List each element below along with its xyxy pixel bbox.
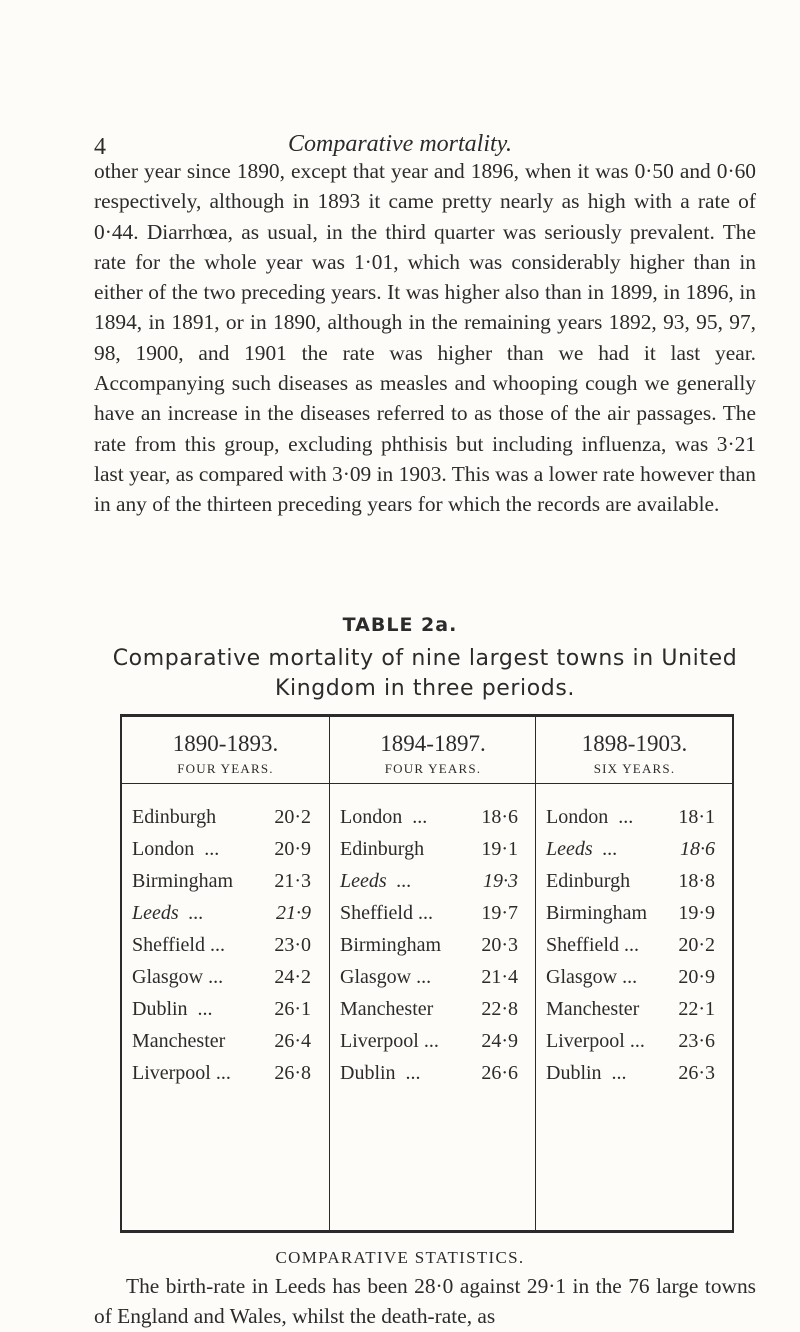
- table-row: [330, 929, 536, 961]
- death-rate: 20·2: [678, 934, 715, 956]
- town-name: Manchester: [340, 998, 434, 1020]
- death-rate: 19·9: [678, 902, 715, 924]
- body-paragraph-2: The birth-rate in Leeds has been 28·0 against 29·1 in the 76 large towns of England and Wales, whilst the death-rate, as: [94, 1274, 756, 1329]
- table-row-leeds: [122, 897, 329, 929]
- table-row: [122, 801, 329, 833]
- table-row: [122, 993, 329, 1025]
- town-name: Liverpool ...: [132, 1062, 231, 1084]
- section-heading: COMPARATIVE STATISTICS.: [275, 1248, 525, 1267]
- table-row: [536, 961, 733, 993]
- column-period: 1894-1897.: [380, 731, 486, 756]
- town-name: Birmingham: [132, 870, 234, 892]
- death-rate: 24·2: [274, 966, 311, 988]
- table-row: [536, 1057, 733, 1089]
- table-row: [330, 897, 536, 929]
- death-rate: 18·1: [678, 806, 715, 828]
- table-row: [536, 801, 733, 833]
- column-rows: [330, 801, 536, 1089]
- table-row: [330, 993, 536, 1025]
- table-row: [122, 929, 329, 961]
- death-rate: 18·6: [680, 838, 715, 860]
- table-row-leeds: [536, 833, 733, 865]
- table-column-1898-1903: [535, 717, 733, 1230]
- table-row: [536, 865, 733, 897]
- death-rate: 21·3: [274, 870, 311, 892]
- death-rate: 20·9: [274, 838, 311, 860]
- body-paragraph-1: other year since 1890, except that year and 1896, when it was 0·50 and 0·60 respectively, although in 1893 it came pretty nearly as high with a rate of 0·44. Diarrhœa, as usual, in the third quarter was seriously prevalent. The rate for the whole year was 1·01, which was considerably higher than in either of the two preceding years. It was higher also than in 1899, in 1896, in 1894, in 1891, or in 1890, although in the remaining years 1892, 93, 95, 97, 98, 1900, and 1901 the rate was higher than we had it last year. Accompanying such diseases as measles and whooping cough we generally have an increase in the diseases referred to as those of the air passages. The rate from this group, excluding phthisis but including influenza, was 3·21 last year, as compared with 3·09 in 1903. This was a lower rate however than in any of the thirteen preceding years for which the records are available.: [94, 159, 756, 517]
- death-rate: 20·9: [678, 966, 715, 988]
- death-rate: 24·9: [481, 1030, 518, 1052]
- column-rows: [536, 801, 733, 1089]
- town-name: Dublin ...: [546, 1062, 627, 1084]
- town-name: Leeds ...: [132, 902, 204, 924]
- town-name: Manchester: [546, 998, 640, 1020]
- death-rate: 26·3: [678, 1062, 715, 1084]
- death-rate: 26·6: [481, 1062, 518, 1084]
- table-row: [330, 801, 536, 833]
- town-name: Dublin ...: [132, 998, 213, 1020]
- death-rate: 18·8: [678, 870, 715, 892]
- death-rate: 18·6: [481, 806, 518, 828]
- death-rate: 20·3: [481, 934, 518, 956]
- town-name: Edinburgh: [132, 806, 217, 828]
- column-period: 1890-1893.: [172, 731, 279, 756]
- table-row: [122, 865, 329, 897]
- death-rate: 22·1: [678, 998, 715, 1020]
- column-header: [536, 717, 733, 783]
- mortality-table: [120, 714, 734, 1233]
- town-name: Dublin ...: [340, 1062, 421, 1084]
- death-rate: 23·0: [274, 934, 311, 956]
- town-name: Birmingham: [546, 902, 648, 924]
- town-name: Sheffield ...: [546, 934, 639, 956]
- town-name: London ...: [546, 806, 634, 828]
- town-name: Manchester: [132, 1030, 226, 1052]
- town-name: Edinburgh: [340, 838, 425, 860]
- death-rate: 21·9: [276, 902, 311, 924]
- table-row: [122, 1057, 329, 1089]
- table-column-1890-1893: [122, 717, 329, 1230]
- town-name: Edinburgh: [546, 870, 631, 892]
- column-header: [122, 717, 329, 783]
- column-years: FOUR YEARS.: [384, 761, 482, 776]
- town-name: London ...: [340, 806, 428, 828]
- town-name: Leeds ...: [546, 838, 618, 860]
- death-rate: 26·1: [274, 998, 311, 1020]
- town-name: Liverpool ...: [340, 1030, 439, 1052]
- table-row-leeds: [330, 865, 536, 897]
- town-name: Glasgow ...: [546, 966, 638, 988]
- table-column-1894-1897: [329, 717, 536, 1230]
- town-name: Birmingham: [340, 934, 442, 956]
- death-rate: 23·6: [678, 1030, 715, 1052]
- running-title: Comparative mortality.: [288, 131, 512, 157]
- town-name: Sheffield ...: [340, 902, 433, 924]
- column-rows: [122, 801, 329, 1089]
- death-rate: 26·8: [274, 1062, 311, 1084]
- town-name: Sheffield ...: [132, 934, 225, 956]
- town-name: Leeds ...: [340, 870, 412, 892]
- table-row: [330, 1057, 536, 1089]
- table-row: [536, 929, 733, 961]
- death-rate: 19·7: [481, 902, 518, 924]
- town-name: Liverpool ...: [546, 1030, 645, 1052]
- table-row: [330, 961, 536, 993]
- table-row: [122, 961, 329, 993]
- town-name: Glasgow ...: [340, 966, 432, 988]
- town-name: London ...: [132, 838, 220, 860]
- table-label: TABLE 2a.: [342, 614, 458, 636]
- death-rate: 21·4: [481, 966, 518, 988]
- column-years: SIX YEARS.: [593, 761, 676, 776]
- page-number: 4: [94, 134, 106, 160]
- death-rate: 19·3: [483, 870, 518, 892]
- death-rate: 26·4: [274, 1030, 311, 1052]
- death-rate: 22·8: [481, 998, 518, 1020]
- table-caption: Comparative mortality of nine largest towns in United Kingdom in three periods.: [112, 646, 738, 701]
- table-row: [330, 833, 536, 865]
- table-row: [122, 833, 329, 865]
- table-row: [536, 993, 733, 1025]
- table-row: [330, 1025, 536, 1057]
- table-row: [536, 1025, 733, 1057]
- column-years: FOUR YEARS.: [177, 761, 274, 776]
- table-row: [536, 897, 733, 929]
- death-rate: 20·2: [274, 806, 311, 828]
- column-header: [330, 717, 536, 783]
- death-rate: 19·1: [481, 838, 518, 860]
- town-name: Glasgow ...: [132, 966, 224, 988]
- table-row: [122, 1025, 329, 1057]
- column-period: 1898-1903.: [581, 731, 688, 756]
